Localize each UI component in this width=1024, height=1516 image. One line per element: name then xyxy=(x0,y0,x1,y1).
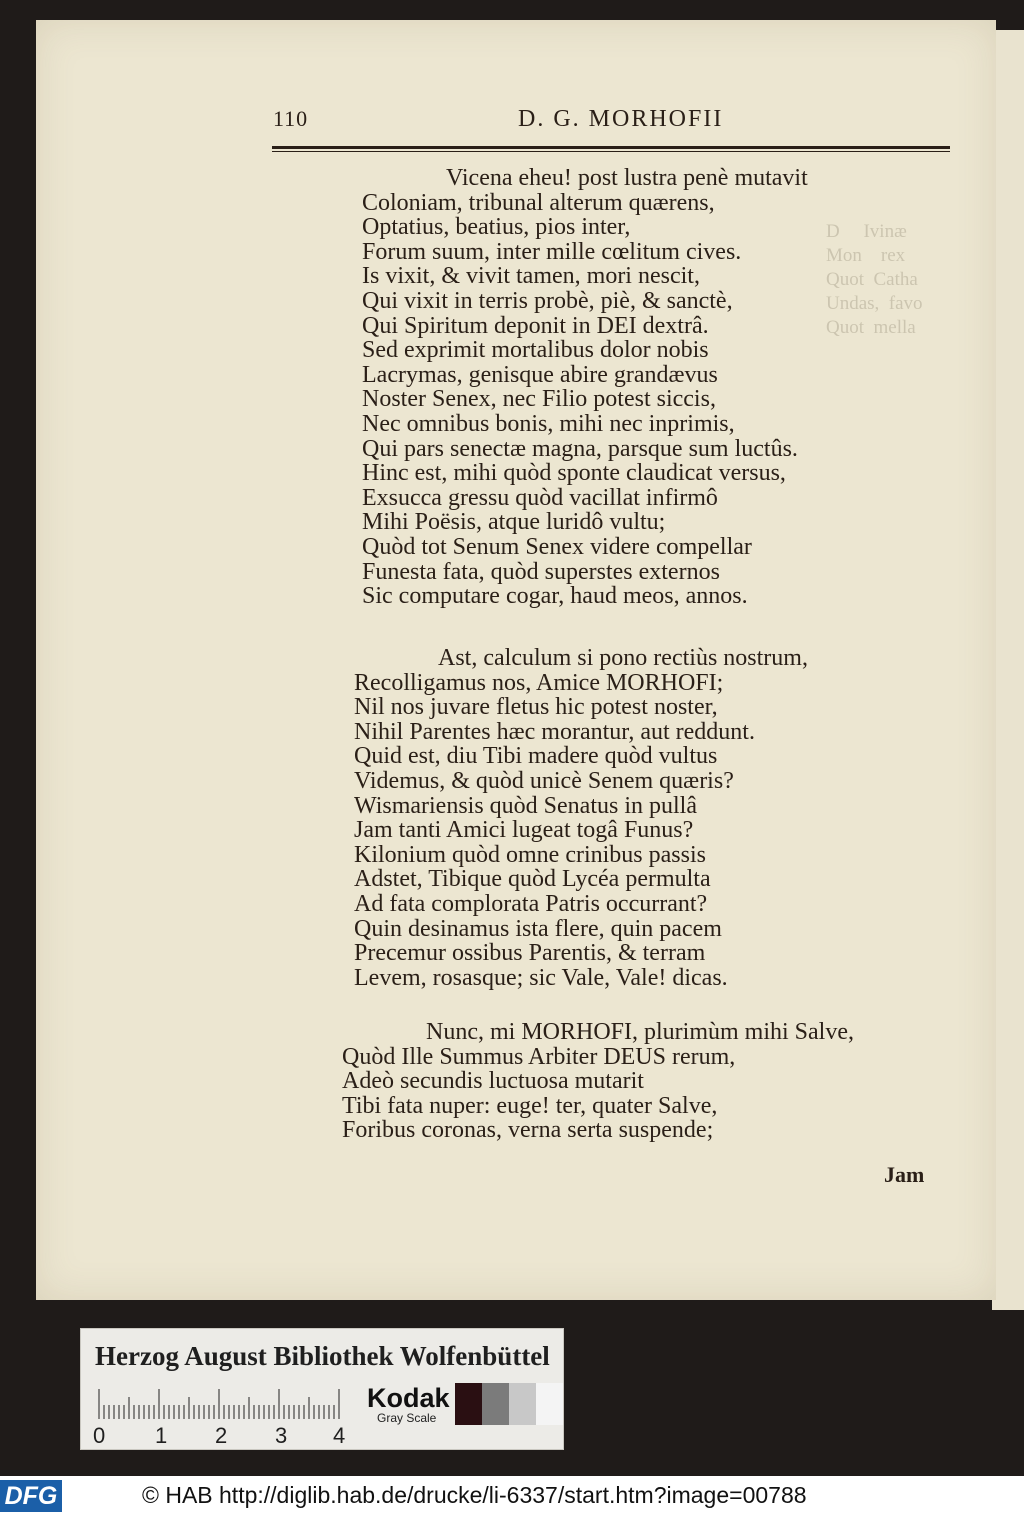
verse-line: Funesta fata, quòd superstes externos xyxy=(362,558,720,585)
footer-bar xyxy=(0,1476,1024,1516)
verse-line: Forum suum, inter mille cœlitum cives. xyxy=(362,238,742,265)
verse-line: Precemur ossibus Parentis, & terram xyxy=(354,940,706,967)
stanza-2 xyxy=(354,646,808,990)
library-color-card xyxy=(80,1328,564,1450)
verse-line: Nunc, mi MORHOFI, plurimùm mihi Salve, xyxy=(426,1019,854,1045)
header-rule-thin xyxy=(272,151,950,152)
verse-line: Nihil Parentes hæc morantur, aut reddunt. xyxy=(354,718,755,745)
ruler-digit-2: 2 xyxy=(215,1423,228,1448)
gray-swatch-3 xyxy=(509,1383,536,1425)
verse-line: Kilonium quòd omne crinibus passis xyxy=(354,841,706,868)
verse-line: Tibi fata nuper: euge! ter, quater Salve, xyxy=(342,1092,718,1119)
gray-swatch-4 xyxy=(536,1383,563,1425)
verse-line: Wismariensis quòd Senatus in pullâ xyxy=(354,792,697,819)
verse-line: Mihi Poësis, atque luridô vultu; xyxy=(362,509,666,536)
page-number: 110 xyxy=(273,106,309,131)
verse-line: Quòd Ille Summus Arbiter DEUS rerum, xyxy=(342,1043,736,1070)
page-header xyxy=(36,106,996,146)
ruler-digit-1: 1 xyxy=(155,1423,168,1448)
dfg-logo: DFG xyxy=(0,1480,62,1512)
verse-line: Sed exprimit mortalibus dolor nobis xyxy=(362,337,709,364)
verse-line: Hinc est, mihi quòd sponte claudicat versus, xyxy=(362,460,786,487)
gray-swatch-1 xyxy=(455,1383,482,1425)
verse-line: Adstet, Tibique quòd Lycéa permulta xyxy=(354,866,711,893)
adjacent-page-edge xyxy=(992,30,1024,1310)
header-rule xyxy=(272,146,950,149)
verse-line: Quòd tot Senum Senex videre compellar xyxy=(362,533,752,560)
ruler-digit-0: 0 xyxy=(93,1423,106,1448)
verse-line: Optatius, beatius, pios inter, xyxy=(362,214,631,241)
verse-line: Nil nos juvare fletus hic potest noster, xyxy=(354,694,718,721)
stanza-3 xyxy=(342,1020,854,1143)
verse-line: Jam tanti Amici lugeat togâ Funus? xyxy=(354,817,694,844)
bleed-through-text: D Ivinæ Mon rex Quot Catha Undas, favo Quot mella xyxy=(826,221,923,338)
verse-line: Quin desinamus ista flere, quin pacem xyxy=(354,915,722,942)
verse-line: Nec omnibus bonis, mihi nec inprimis, xyxy=(362,410,735,437)
verse-line: Videmus, & quòd unicè Senem quæris? xyxy=(354,767,734,794)
verse-line: Adeò secundis luctuosa mutarit xyxy=(342,1068,644,1095)
running-head: D. G. MORHOFII xyxy=(518,106,724,132)
verse-line: Sic computare cogar, haud meos, annos. xyxy=(362,583,748,610)
kodak-gray-scale-label: Gray Scale xyxy=(377,1411,437,1425)
book-page xyxy=(36,20,996,1300)
verse-line: Vicena eheu! post lustra penè mutavit xyxy=(446,165,808,191)
verse-line: Qui vixit in terris probè, piè, & sanctè, xyxy=(362,287,733,314)
verse-line: Noster Senex, nec Filio potest siccis, xyxy=(362,386,716,413)
verse-line: Lacrymas, genisque abire grandævus xyxy=(362,361,718,388)
catchword: Jam xyxy=(884,1162,925,1187)
copyright-link-text[interactable]: © HAB http://diglib.hab.de/drucke/li-6337/start.htm?image=00788 xyxy=(142,1482,807,1508)
ruler-ticks xyxy=(97,1387,347,1419)
verse-line: Qui pars senectæ magna, parsque sum luctûs. xyxy=(362,435,798,462)
gray-swatch-2 xyxy=(482,1383,509,1425)
kodak-brand: Kodak xyxy=(367,1383,450,1413)
ruler-digit-4: 4 xyxy=(333,1423,346,1448)
verse-line: Coloniam, tribunal alterum quærens, xyxy=(362,189,715,216)
verse-line: Ast, calculum si pono rectiùs nostrum, xyxy=(438,645,808,671)
library-name: Herzog August Bibliothek Wolfenbüttel xyxy=(95,1341,550,1371)
verse-line: Ad fata complorata Patris occurrant? xyxy=(354,890,708,917)
verse-line: Exsucca gressu quòd vacillat infirmô xyxy=(362,484,718,511)
verse-line: Foribus coronas, verna serta suspende; xyxy=(342,1117,714,1144)
stanza-1 xyxy=(362,166,808,609)
verse-line: Is vixit, & vivit tamen, mori nescit, xyxy=(362,263,700,290)
verse-line: Qui Spiritum deponit in DEI dextrâ. xyxy=(362,312,709,339)
verse-line: Levem, rosasque; sic Vale, Vale! dicas. xyxy=(354,964,728,991)
verse-line: Recolligamus nos, Amice MORHOFI; xyxy=(354,669,724,696)
verse-line: Quid est, diu Tibi madere quòd vultus xyxy=(354,743,718,770)
ruler-digit-3: 3 xyxy=(275,1423,288,1448)
